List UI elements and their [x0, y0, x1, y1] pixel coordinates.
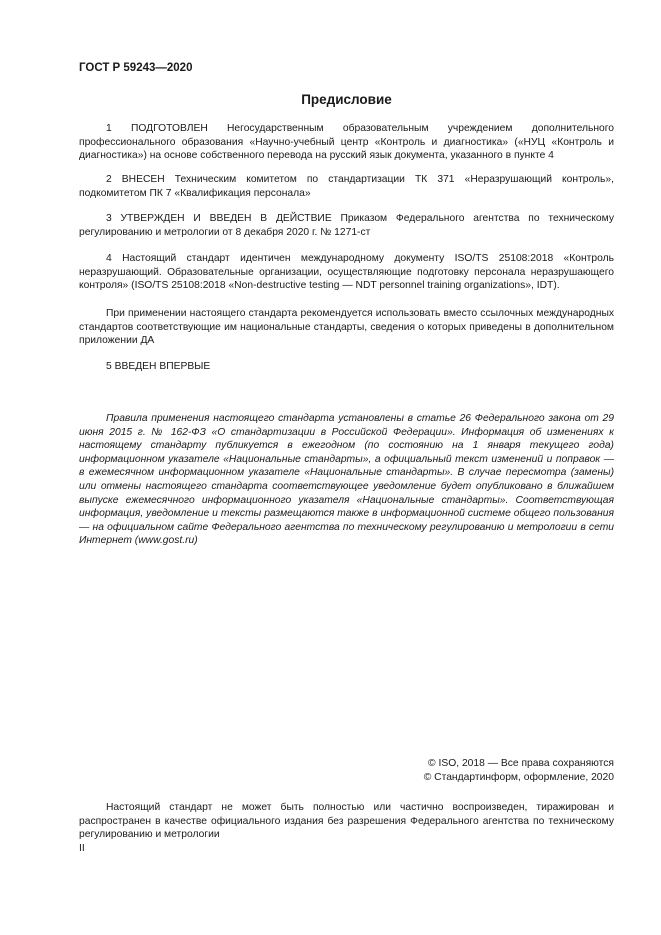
rules-notice: Правила применения настоящего стандарта установлены в статье 26 Федерального закона от 29 июня 2015 г. № 162-ФЗ «О стандартизации в Российской Федерации». Информация об изменениях к настоящему стандарту публикуется в ежегодном (по состоянию на 1 января текущего года) информационном указателе «Национальные стандарты», а официальный текст изменений и поправок — в ежемесячном информационном указателе «Национальные стандарты». В случае пересмотра (замены) или отмены настоящего стандарта соответствующее уведомление будет опубликовано в ближайшем выпуске ежемесячного информационного указателя «Национальные стандарты». Соответствующая информация, уведомление и тексты размещаются также в информационной системе общего пользования — на официальном сайте Федерального агентства по техническому регулированию и метрологии в сети Интернет (www.gost.ru) — [79, 413, 614, 547]
paragraph-identical-to: 4 Настоящий стандарт идентичен международному документу ISO/TS 25108:2018 «Контроль неразрушающий. Образовательные организации, осуществляющие подготовку персонала неразрушающего контроля» (ISO/TS 25108:2018 «Non-destructive testing — NDT personnel training organizations», IDT). — [79, 253, 614, 292]
paragraph-approved: 3 УТВЕРЖДЕН И ВВЕДЕН В ДЕЙСТВИЕ Приказом Федерального агентства по техническому регулированию и метрологии от 8 декабря 2020 г. № 1271-ст — [79, 213, 614, 238]
paragraph-references-note: При применении настоящего стандарта рекомендуется использовать вместо ссылочных международных стандартов соответствующие им национальные стандарты, сведения о которых приведены в дополнительном приложении ДА — [79, 308, 614, 347]
standard-number: ГОСТ Р 59243—2020 — [79, 62, 193, 74]
paragraph-first-introduced: 5 ВВЕДЕН ВПЕРВЫЕ — [106, 361, 211, 372]
paragraph-prepared-by: 1 ПОДГОТОВЛЕН Негосударственным образовательным учреждением дополнительного профессионального образования «Научно-учебный центр «Контроль и диагностика» («НУЦ «Контроль и диагностика») на основе собственного перевода на русский язык документа, указанного в пункте 4 — [79, 123, 614, 162]
page-number: II — [79, 843, 85, 854]
copyright-standartinform: © Стандартинформ, оформление, 2020 — [423, 772, 614, 783]
paragraph-introduced-by: 2 ВНЕСЕН Техническим комитетом по стандартизации ТК 371 «Неразрушающий контроль», подкомитетом ПК 7 «Квалификация персонала» — [79, 174, 614, 199]
reproduction-notice: Настоящий стандарт не может быть полностью или частично воспроизведен, тиражирован и распространен в качестве официального издания без разрешения Федерального агентства по техническому регулированию и метрологии — [79, 802, 614, 841]
copyright-iso: © ISO, 2018 — Все права сохраняются — [428, 758, 614, 769]
page-title: Предисловие — [301, 92, 392, 107]
